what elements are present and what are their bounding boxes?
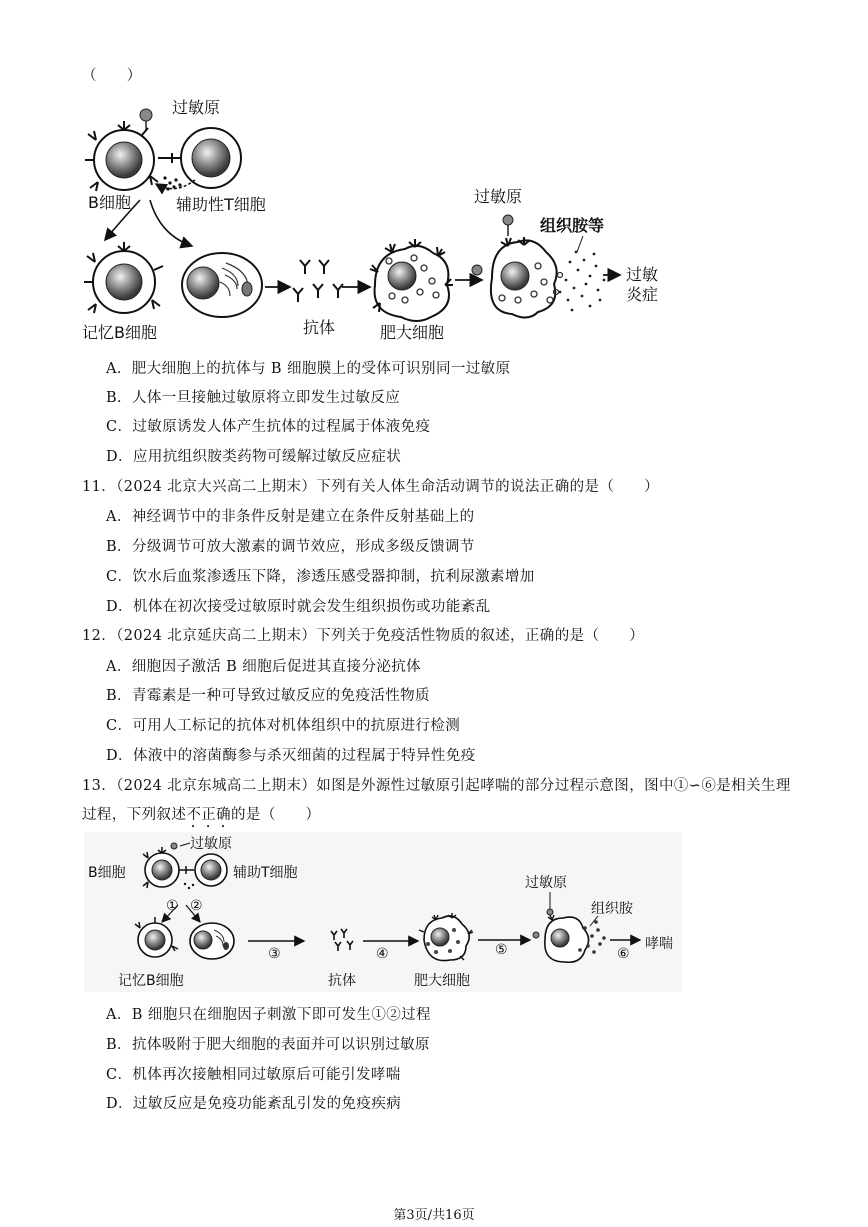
mast-cell-label: 肥大细胞	[380, 323, 445, 342]
q10-option-c[interactable]: C．过敏原诱发人体产生抗体的过程属于体液免疫	[106, 419, 431, 435]
q13-option-d[interactable]: D．过敏反应是免疫功能紊乱引发的免疫疾病	[106, 1096, 402, 1112]
q12-option-c[interactable]: C．可用人工标记的抗体对机体组织中的抗原进行检测	[106, 718, 461, 734]
q10-option-d[interactable]: D．应用抗组织胺类药物可缓解过敏反应症状	[106, 449, 402, 465]
b-cell-label: B细胞	[88, 193, 131, 212]
helper-t-cell-icon-2	[195, 854, 227, 886]
q11-option-c[interactable]: C．饮水后血浆渗透压下降，渗透压感受器抑制，抗利尿激素增加	[106, 569, 535, 585]
inflammation-label-1: 过敏	[626, 265, 659, 284]
mast-cell-label-2: 肥大细胞	[414, 973, 470, 989]
q11-option-b[interactable]: B．分级调节可放大激素的调节效应，形成多级反馈调节	[106, 539, 475, 555]
q10-option-a[interactable]: A．肥大细胞上的抗体与 B 细胞膜上的受体可识别同一过敏原	[106, 361, 511, 377]
helper-t-cell-label: 辅助性T细胞	[176, 195, 266, 214]
memory-b-cell-label: 记忆B细胞	[82, 323, 157, 342]
antibody-label-2: 抗体	[328, 973, 356, 989]
q12-option-d[interactable]: D．体液中的溶菌酶参与杀灭细菌的过程属于特异性免疫	[106, 748, 476, 764]
q12-option-a[interactable]: A．细胞因子激活 B 细胞后促进其直接分泌抗体	[106, 659, 422, 675]
histamine-label-2: 组织胺	[591, 901, 633, 917]
q11-option-a[interactable]: A．神经调节中的非条件反射是建立在条件反射基础上的	[106, 509, 475, 525]
histamine-label: 组织胺等	[540, 216, 605, 235]
asthma-label: 哮喘	[645, 936, 673, 952]
plasma-cell-icon-2	[190, 923, 234, 959]
q13-stem-line1: 13．（2024 北京东城高二上期末）如图是外源性过敏原引起哮喘的部分过程示意图，图中①∽⑥是相关生理	[82, 778, 791, 794]
step-2-label: ②	[190, 898, 203, 914]
allergen-label-right-2: 过敏原	[525, 875, 567, 891]
q13-stem-line2-pre: 过程，下列叙述	[82, 807, 187, 823]
q10-answer-bracket: （ ）	[82, 68, 142, 84]
step-5-label: ⑤	[495, 942, 508, 958]
step-4-label: ④	[376, 946, 389, 962]
q13-option-c[interactable]: C．机体再次接触相同过敏原后可能引发哮喘	[106, 1067, 401, 1083]
q13-stem-line2-post: 的是（ ）	[231, 807, 321, 823]
q11-stem: 11．（2024 北京大兴高二上期末）下列有关人体生命活动调节的说法正确的是（ ）	[82, 479, 660, 495]
q10-option-b[interactable]: B．人体一旦接触过敏原将立即发生过敏反应	[106, 390, 401, 406]
q11-option-d[interactable]: D．机体在初次接受过敏原时就会发生组织损伤或功能紊乱	[106, 599, 491, 615]
q13-option-b[interactable]: B．抗体吸附于肥大细胞的表面并可以识别过敏原	[106, 1037, 430, 1053]
allergen-label-right: 过敏原	[474, 187, 523, 206]
antibody-label: 抗体	[303, 318, 336, 337]
helper-t-cell-label-2: 辅助T细胞	[233, 865, 298, 881]
step-1-label: ①	[166, 898, 179, 914]
inflammation-label-2: 炎症	[626, 285, 659, 304]
q12-option-b[interactable]: B．青霉素是一种可导致过敏反应的免疫活性物质	[106, 688, 430, 704]
allergen-icon-3	[533, 932, 539, 938]
step-6-label: ⑥	[617, 946, 630, 962]
page-footer: 第3页/共16页	[393, 1208, 475, 1223]
q12-stem: 12．（2024 北京延庆高二上期末）下列关于免疫活性物质的叙述，正确的是（ ）	[82, 628, 645, 644]
allergen-label-top: 过敏原	[172, 98, 221, 117]
memory-b-cell-label-2: 记忆B细胞	[118, 973, 184, 989]
q13-stem-emphasis: 不正确	[186, 807, 232, 823]
allergen-label-2: 过敏原	[190, 836, 232, 852]
b-cell-label-2: B细胞	[88, 865, 126, 881]
step-3-label: ③	[268, 946, 281, 962]
q13-option-a[interactable]: A．B 细胞只在细胞因子刺激下即可发生①②过程	[106, 1007, 431, 1023]
